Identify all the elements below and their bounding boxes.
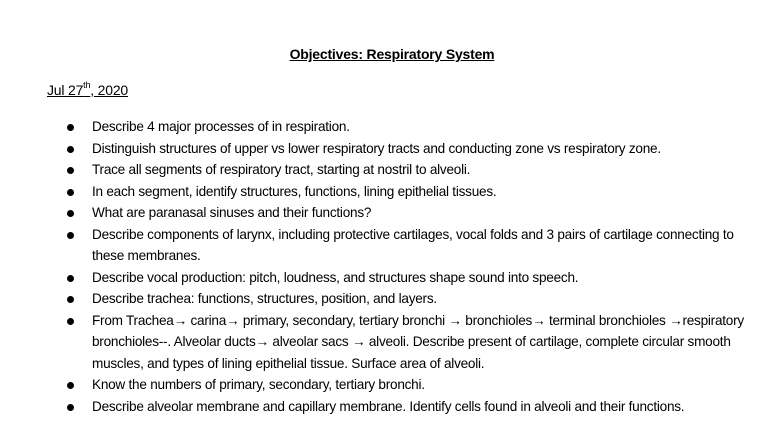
- objective-text: Trace all segments of respiratory tract, starting at nostril to alveoli.: [92, 162, 471, 177]
- objective-text: Describe components of larynx, including protective cartilages, vocal folds and 3 pairs of cartilage connecting to these membranes.: [92, 226, 734, 263]
- document-date: [47, 82, 128, 98]
- bullet-icon: [67, 296, 74, 303]
- objective-text: Describe vocal production: pitch, loudness, and structures shape sound into speech.: [92, 269, 579, 285]
- date-superscript: th: [83, 80, 91, 91]
- page-title: Objectives: Respiratory System: [289, 46, 495, 62]
- objective-item: [0, 224, 784, 267]
- objective-text: Describe alveolar membrane and capillary membrane. Identify cells found in alveoli and their functions.: [92, 398, 685, 414]
- objective-text: In each segment, identify structures, functions, lining epithelial tissues.: [92, 183, 497, 199]
- objective-item: [0, 310, 784, 375]
- objective-text: Distinguish structures of upper vs lower respiratory tracts and conducting zone vs respiratory zone.: [92, 140, 661, 156]
- objective-text: From Trachea→ carina→ primary, secondary, tertiary bronchi → bronchioles→ terminal bronchioles →respiratory bronchioles--. Alveolar ducts→ alveolar sacs → alveoli. Describe present of cartilage, complete circular smooth muscles, and types of lining epithelial tissue. Surface area of alveoli.: [92, 312, 744, 371]
- objective-item: [0, 267, 784, 289]
- objectives-list: [0, 116, 784, 417]
- bullet-icon: [67, 404, 74, 411]
- objective-item: [0, 181, 784, 203]
- objective-item: [0, 138, 784, 160]
- objective-item: [0, 116, 784, 138]
- bullet-icon: [67, 189, 74, 196]
- bullet-icon: [67, 232, 74, 239]
- objective-text: Know the numbers of primary, secondary, tertiary bronchi.: [92, 377, 425, 392]
- bullet-icon: [67, 167, 74, 174]
- bullet-icon: [67, 318, 74, 325]
- bullet-icon: [67, 382, 74, 389]
- objective-item: [0, 159, 784, 181]
- date-suffix: , 2020: [90, 82, 129, 98]
- date-prefix: Jul 27: [47, 82, 84, 98]
- objective-item: [0, 288, 784, 310]
- bullet-icon: [67, 124, 74, 131]
- bullet-icon: [67, 146, 74, 153]
- bullet-icon: [67, 275, 74, 282]
- objective-text: What are paranasal sinuses and their functions?: [92, 205, 372, 220]
- bullet-icon: [67, 210, 74, 217]
- objective-item: [0, 396, 784, 418]
- objective-item: [0, 202, 784, 224]
- objective-text: Describe trachea: functions, structures, position, and layers.: [92, 291, 437, 306]
- objective-item: [0, 374, 784, 396]
- objective-text: Describe 4 major processes of in respiration.: [92, 119, 350, 134]
